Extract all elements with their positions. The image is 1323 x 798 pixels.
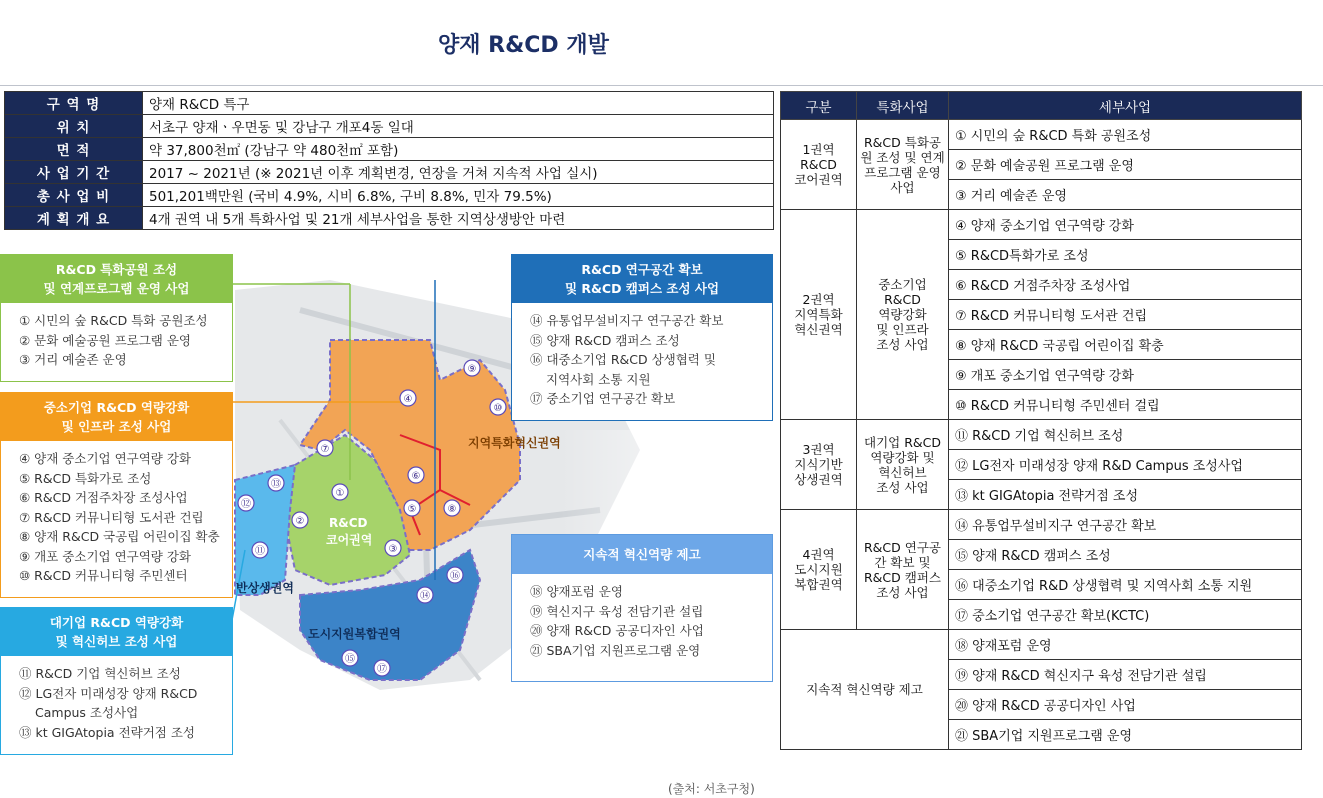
zone-marker-label: ⑦ <box>320 444 330 455</box>
overview-value: 501,201백만원 (국비 4.9%, 시비 6.8%, 구비 8.8%, 민자 79.5%) <box>143 184 774 207</box>
callout-item: ⑧ 양재 R&CD 국공립 어린이집 확충 <box>19 529 220 544</box>
overview-label: 면 적 <box>5 138 143 161</box>
label-knowledge: 반상생권역 <box>236 581 294 595</box>
knowledge-zone <box>235 465 295 595</box>
detail-item-cell: ① 시민의 숲 R&CD 특화 공원조성 <box>949 120 1302 150</box>
callout-research <box>511 254 773 421</box>
callout-item: ⑮ 양재 R&CD 캠퍼스 조성 <box>530 332 680 348</box>
callout-item: ③ 거리 예술존 운영 <box>19 352 127 367</box>
detail-item-cell: ⑫ LG전자 미래성장 양재 R&D Campus 조성사업 <box>949 450 1302 480</box>
callout-item: ④ 양재 중소기업 연구역량 강화 <box>19 451 192 466</box>
overview-label: 구 역 명 <box>5 92 143 115</box>
detail-item-cell: ㉑ SBA기업 지원프로그램 운영 <box>949 720 1302 750</box>
detail-row <box>781 210 1302 240</box>
zone-marker-label: ⑤ <box>407 504 417 515</box>
detail-item-cell: ⑲ 양재 R&CD 혁신지구 육성 전담기관 설립 <box>949 660 1302 690</box>
callout-item: ⑥ R&CD 거점주차장 조성사업 <box>19 490 188 505</box>
callout-item: ⑰ 중소기업 연구공간 확보 <box>530 391 676 406</box>
callout-head: 대기업 R&CD 역량강화 및 혁신허브 조성 사업 <box>1 608 232 656</box>
detail-row <box>781 420 1302 450</box>
zone-area-cell: 지속적 혁신역량 제고 <box>781 630 949 750</box>
zone-marker-label: ⑨ <box>467 364 477 375</box>
header-area: 구분 <box>781 92 857 120</box>
detail-body <box>781 120 1302 750</box>
callout-item: ⑩ R&CD 커뮤니티형 주민센터 <box>19 568 188 583</box>
zone-marker-label: ⑩ <box>493 403 503 414</box>
zone-marker-label: ⑫ <box>241 499 251 510</box>
overview-value: 양재 R&CD 특구 <box>143 92 774 115</box>
callout-item: ⑳ 양재 R&CD 공공디자인 사업 <box>530 623 704 638</box>
zone-marker-label: ⑥ <box>411 471 421 482</box>
callout-item: ② 문화 예술공원 프로그램 운영 <box>19 332 192 348</box>
project-detail-table <box>780 91 1302 750</box>
callout-list <box>1 441 232 592</box>
label-core2: 코어권역 <box>326 533 373 547</box>
overview-value: 약 37,800천㎡ (강남구 약 480천㎡ 포함) <box>143 138 774 161</box>
callout-item: ⑪ R&CD 기업 혁신허브 조성 <box>19 666 181 681</box>
callout-item: ⑤ R&CD 특화가로 조성 <box>19 470 152 486</box>
callout-park <box>0 254 233 382</box>
label-urban: 도시지원복합권역 <box>308 627 401 641</box>
zone-marker-label: ② <box>295 516 305 527</box>
overview-row <box>5 207 774 230</box>
zone-area-cell: 2권역 지역특화 혁신권역 <box>781 210 857 420</box>
callout-item: ⑯ 대중소기업 R&CD 상생협력 및 <box>530 352 716 367</box>
detail-item-cell: ⑳ 양재 R&CD 공공디자인 사업 <box>949 690 1302 720</box>
callout-list <box>512 574 772 666</box>
detail-item-cell: ⑩ R&CD 커뮤니티형 주민센터 걸립 <box>949 390 1302 420</box>
zone-special-cell: R&CD 연구공 간 확보 및 R&CD 캠퍼스 조성 사업 <box>857 510 949 630</box>
zone-marker-label: ⑭ <box>420 591 430 602</box>
detail-item-cell: ⑤ R&CD특화가로 조성 <box>949 240 1302 270</box>
source-note: (출처: 서초구청) <box>668 782 755 796</box>
zone-marker-label: ① <box>335 488 345 499</box>
callout-item: 지역사회 소통 지원 <box>546 371 651 387</box>
page-title: 양재 R&CD 개발 <box>438 33 609 58</box>
detail-item-cell: ⑥ R&CD 거점주차장 조성사업 <box>949 270 1302 300</box>
zone-area-cell: 1권역 R&CD 코어권역 <box>781 120 857 210</box>
callout-sustain <box>511 534 773 682</box>
overview-label: 총 사 업 비 <box>5 184 143 207</box>
detail-item-cell: ⑧ 양재 R&CD 국공립 어린이집 확충 <box>949 330 1302 360</box>
callout-item: Campus 조성사업 <box>35 705 139 720</box>
callout-item: ⑨ 개포 중소기업 연구역량 강화 <box>19 548 192 564</box>
overview-value: 4개 권역 내 5개 특화사업 및 21개 세부사업을 통한 지역상생방안 마련 <box>143 207 774 230</box>
callout-head: R&CD 연구공간 확보 및 R&CD 캠퍼스 조성 사업 <box>512 255 772 303</box>
callout-head: R&CD 특화공원 조성 및 연계프로그램 운영 사업 <box>1 255 232 303</box>
callout-largecorp <box>0 607 233 755</box>
callout-item: ⑭ 유통업무설비지구 연구공간 확보 <box>530 313 724 328</box>
detail-item-cell: ⑯ 대중소기업 R&D 상생협력 및 지역사회 소통 지원 <box>949 570 1302 600</box>
callout-item: ⑦ R&CD 커뮤니티형 도서관 건립 <box>19 509 204 525</box>
callout-list <box>512 303 772 415</box>
zone-special-cell: 대기업 R&CD 역량강화 및 혁신허브 조성 사업 <box>857 420 949 510</box>
zone-area-cell: 4권역 도시지원 복합권역 <box>781 510 857 630</box>
detail-row <box>781 630 1302 660</box>
detail-item-cell: ④ 양재 중소기업 연구역량 강화 <box>949 210 1302 240</box>
detail-item-cell: ⑰ 중소기업 연구공간 확보(KCTC) <box>949 600 1302 630</box>
label-regional: 지역특화혁신권역 <box>468 436 561 450</box>
zone-marker-label: ④ <box>403 394 413 405</box>
overview-row <box>5 161 774 184</box>
zone-marker-label: ⑮ <box>345 654 355 665</box>
zone-special-cell: 중소기업 R&CD 역량강화 및 인프라 조성 사업 <box>857 210 949 420</box>
zone-marker-label: ③ <box>388 544 398 555</box>
callout-head: 중소기업 R&CD 역량강화 및 인프라 조성 사업 <box>1 393 232 441</box>
zone-marker-label: ⑬ <box>271 479 281 490</box>
overview-row <box>5 184 774 207</box>
overview-value: 서초구 양재ㆍ우면동 및 강남구 개포4동 일대 <box>143 115 774 138</box>
zone-marker-label: ⑯ <box>450 571 460 582</box>
detail-item-cell: ⑭ 유통업무설비지구 연구공간 확보 <box>949 510 1302 540</box>
zone-special-cell: R&CD 특화공 원 조성 및 연계 프로그램 운영 사업 <box>857 120 949 210</box>
header-detail: 세부사업 <box>949 92 1302 120</box>
detail-header-row <box>781 92 1302 120</box>
overview-label: 사 업 기 간 <box>5 161 143 184</box>
callout-item: ⑲ 혁신지구 육성 전담기관 설립 <box>530 603 704 619</box>
title-divider <box>0 85 1323 86</box>
label-core: R&CD <box>329 516 368 530</box>
overview-label: 계 획 개 요 <box>5 207 143 230</box>
detail-item-cell: ③ 거리 예술존 운영 <box>949 180 1302 210</box>
detail-item-cell: ⑬ kt GIGAtopia 전략거점 조성 <box>949 480 1302 510</box>
callout-item: ⑱ 양재포럼 운영 <box>530 584 623 599</box>
detail-item-cell: ⑪ R&CD 기업 혁신허브 조성 <box>949 420 1302 450</box>
overview-value: 2017 ~ 2021년 (※ 2021년 이후 계획변경, 연장을 거쳐 지속적 사업 실시) <box>143 161 774 184</box>
overview-row <box>5 92 774 115</box>
callout-head: 지속적 혁신역량 제고 <box>512 535 772 574</box>
detail-item-cell: ② 문화 예술공원 프로그램 운영 <box>949 150 1302 180</box>
callout-list <box>1 303 232 376</box>
detail-item-cell: ⑦ R&CD 커뮤니티형 도서관 건립 <box>949 300 1302 330</box>
callout-item: ⑫ LG전자 미래성장 양재 R&CD <box>19 685 198 701</box>
overview-row <box>5 138 774 161</box>
overview-label: 위 치 <box>5 115 143 138</box>
map-figure <box>0 250 775 798</box>
callout-item: ㉑ SBA기업 지원프로그램 운영 <box>530 642 701 658</box>
callout-sme <box>0 392 233 598</box>
callout-item: ⑬ kt GIGAtopia 전략거점 조성 <box>19 724 195 740</box>
zone-marker-label: ⑪ <box>255 546 265 557</box>
zone-marker-label: ⑰ <box>377 664 387 675</box>
zone-area-cell: 3권역 지식기반 상생권역 <box>781 420 857 510</box>
overview-row <box>5 115 774 138</box>
callout-list <box>1 656 232 748</box>
zone-marker-label: ⑧ <box>447 504 457 515</box>
detail-item-cell: ⑮ 양재 R&CD 캠퍼스 조성 <box>949 540 1302 570</box>
detail-row <box>781 510 1302 540</box>
detail-row <box>781 120 1302 150</box>
detail-item-cell: ⑨ 개포 중소기업 연구역량 강화 <box>949 360 1302 390</box>
callout-item: ① 시민의 숲 R&CD 특화 공원조성 <box>19 313 208 328</box>
detail-item-cell: ⑱ 양재포럼 운영 <box>949 630 1302 660</box>
header-special: 특화사업 <box>857 92 949 120</box>
overview-table <box>4 91 774 230</box>
